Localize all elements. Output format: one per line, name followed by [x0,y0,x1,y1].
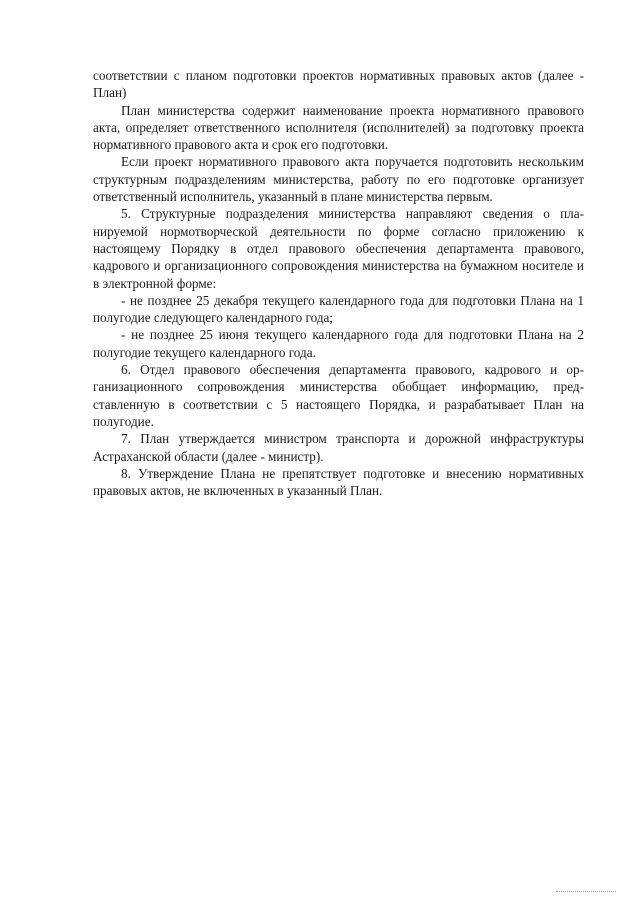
paragraph-continuation: соответствии с планом подготовки проектов нормативных правовых актов (далее - План) [93,68,584,101]
paragraph-deadline-december: - не позднее 25 декабря текущего календарного года для подготовки Плана на 1 полугодие следующего календарного года; [93,292,584,326]
paragraph-item-7: 7. План утверждается министром транспорта и дорожной инфраструктуры Астраханской области (далее - министр). [93,431,584,464]
document-body [93,67,584,499]
paragraph-multiple-units: Если проект нормативного правового акта поручается подготовить нескольким структурным подразделениям министерства, работу по его подготовке организует ответственный исполнитель, указанный в плане министерства первым. [93,154,584,205]
paragraph-item-5: 5. Структурные подразделения министерства направляют сведения о планируемой нормотворческой деятельности по форме согласно приложению к настоящему Порядку в отдел правового обеспечения департамента правового, кадрового и организационного сопровождения министерства на бумажном носителе и в электронной форме: [93,206,584,291]
paragraph-item-8: 8. Утверждение Плана не препятствует подготовке и внесению нормативных правовых актов, не включенных в указанный План. [93,465,584,499]
paragraph-plan-content: План министерства содержит наименование проекта нормативного правового акта, определяет ответственного исполнителя (исполнителей) за подготовку проекта нормативного правового акта и срок его подготовки. [93,102,584,153]
paragraph-item-6: 6. Отдел правового обеспечения департамента правового, кадрового и организационного сопровождения министерства обобщает информацию, представленную в соответствии с 5 настоящего Порядка, и разрабатывает План на полугодие. [93,362,584,429]
paragraph-deadline-june: - не позднее 25 июня текущего календарного года для подготовки Плана на 2 полугодие текущего календарного года. [93,327,584,360]
scan-artifact-mark [556,889,616,892]
